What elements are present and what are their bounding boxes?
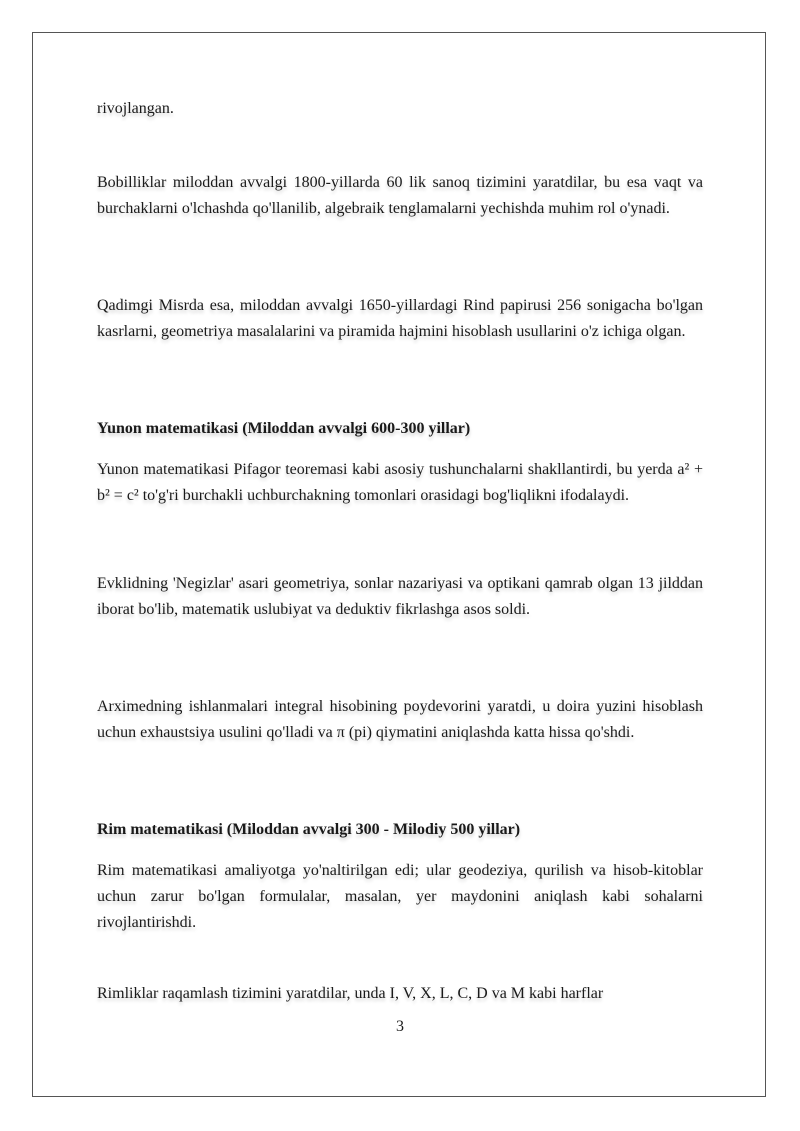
paragraph-roman-numerals: Rimliklar raqamlash tizimini yaratdilar, unda I, V, X, L, C, D va M kabi harflar [97, 985, 604, 1002]
paragraph-continuation: rivojlangan. [97, 100, 174, 117]
page-number: 3 [396, 1018, 404, 1035]
heading-greek-mathematics: Yunon matematikasi (Miloddan avvalgi 600-300 yillar) [97, 420, 471, 437]
paragraph-roman-practical: Rim matematikasi amaliyotga yo'naltirilgan edi; ular geodeziya, qurilish va hisob-kitoblar uchun zarur bo'lgan formulalar, masalan, yer maydonini aniqlash kabi sohalarni rivojlantirishdi. [97, 862, 703, 931]
paragraph-archimedes: Arximedning ishlanmalari integral hisobining poydevorini yaratdi, u doira yuzini hisoblash uchun exhaustsiya usulini qo'lladi va π (pi) qiymatini aniqlashda katta hissa qo'shdi. [97, 698, 703, 741]
paragraph-pythagoras: Yunon matematikasi Pifagor teoremasi kabi asosiy tushunchalarni shakllantirdi, bu yerda a² + b² = c² to'g'ri burchakli uchburchakning tomonlari orasidagi bog'liqlikni ifodalaydi. [97, 461, 703, 504]
paragraph-euclid: Evklidning 'Negizlar' asari geometriya, sonlar nazariyasi va optikani qamrab olgan 13 jilddan iborat bo'lib, matematik uslubiyat va deduktiv fikrlashga asos soldi. [97, 575, 703, 618]
paragraph-egypt: Qadimgi Misrda esa, miloddan avvalgi 1650-yillardagi Rind papirusi 256 sonigacha bo'lgan kasrlarni, geometriya masalalarini va piramida hajmini hisoblash usullarini o'z ichiga olgan. [97, 297, 703, 340]
paragraph-babylon: Bobilliklar miloddan avvalgi 1800-yillarda 60 lik sanoq tizimini yaratdilar, bu esa vaqt va burchaklarni o'lchashda qo'llanilib, algebraik tenglamalarni yechishda muhim rol o'ynadi. [97, 174, 703, 217]
heading-roman-mathematics: Rim matematikasi (Miloddan avvalgi 300 - Milodiy 500 yillar) [97, 821, 521, 838]
